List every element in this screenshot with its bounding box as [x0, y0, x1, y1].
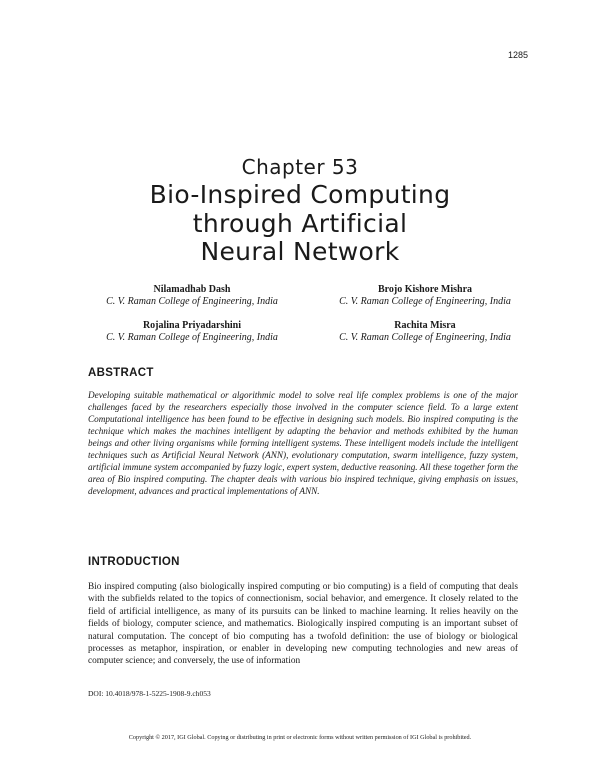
author-affiliation: C. V. Raman College of Engineering, India — [106, 332, 278, 343]
author-affiliation: C. V. Raman College of Engineering, India — [106, 296, 278, 307]
author-name: Brojo Kishore Mishra — [377, 284, 473, 295]
chapter-label: Chapter 53 — [241, 155, 359, 179]
author-block — [67, 284, 317, 308]
chapter-title — [0, 181, 600, 267]
author-name: Rachita Misra — [394, 320, 456, 331]
introduction-text: Bio inspired computing (also biologically inspired computing or bio computing) is a field of computing that deals with the subfields related to the topics of connectionism, social behavior, and emergence. It closely related to the field of artificial intelligence, as many of its pursuits can be linked to machine learning. It relies heavily on the fields of biology, computer science, and mathematics. Biologically inspired computing is an important subset of natural computation. The concept of bio computing has a twofold definition: the use of biology or biological processes as metaphor, inspiration, or enabler in developing new computing technologies and new areas of computer science; and conversely, the use of information — [88, 582, 518, 667]
chapter-title-line: through Artificial — [192, 208, 408, 238]
chapter-title-line: Neural Network — [200, 237, 400, 266]
copyright-notice: Copyright © 2017, IGI Global. Copying or distributing in print or electronic forms without written permission of IGI Global is prohibited. — [128, 734, 472, 741]
introduction-heading: INTRODUCTION — [88, 556, 180, 568]
author-affiliation: C. V. Raman College of Engineering, India — [339, 296, 511, 307]
abstract-heading: ABSTRACT — [88, 367, 154, 379]
abstract-text: Developing suitable mathematical or algorithmic model to solve real life complex problems is one of the major challenges faced by the researchers especially those involved in the computer science field. To a large extent Computational intelligence has been found to be effective in designing such models. Bio inspired computing is the technique which makes the machines intelligent by adapting the behavior and methods exhibited by the human beings and other living organisms while forming intelligent systems. These intelligent models include the intelligent techniques such as Artificial Neural Network (ANN), evolutionary computation, swarm intelligence, fuzzy system, artificial immune system accompanied by fuzzy logic, expert system, deductive reasoning. All these together form the area of Bio inspired computing. The chapter deals with various bio inspired technique, giving emphasis on issues, development, advances and practical implementations of ANN. — [88, 390, 518, 497]
chapter-title-line: Bio-Inspired Computing — [149, 180, 451, 209]
author-name: Nilamadhab Dash — [153, 284, 231, 295]
author-affiliation: C. V. Raman College of Engineering, India — [339, 332, 511, 343]
author-block — [67, 320, 317, 344]
author-block — [300, 320, 550, 344]
doi: DOI: 10.4018/978-1-5225-1908-9.ch053 — [88, 689, 211, 698]
page-number: 1285 — [507, 50, 528, 60]
author-block — [300, 284, 550, 308]
author-name: Rojalina Priyadarshini — [142, 320, 242, 331]
